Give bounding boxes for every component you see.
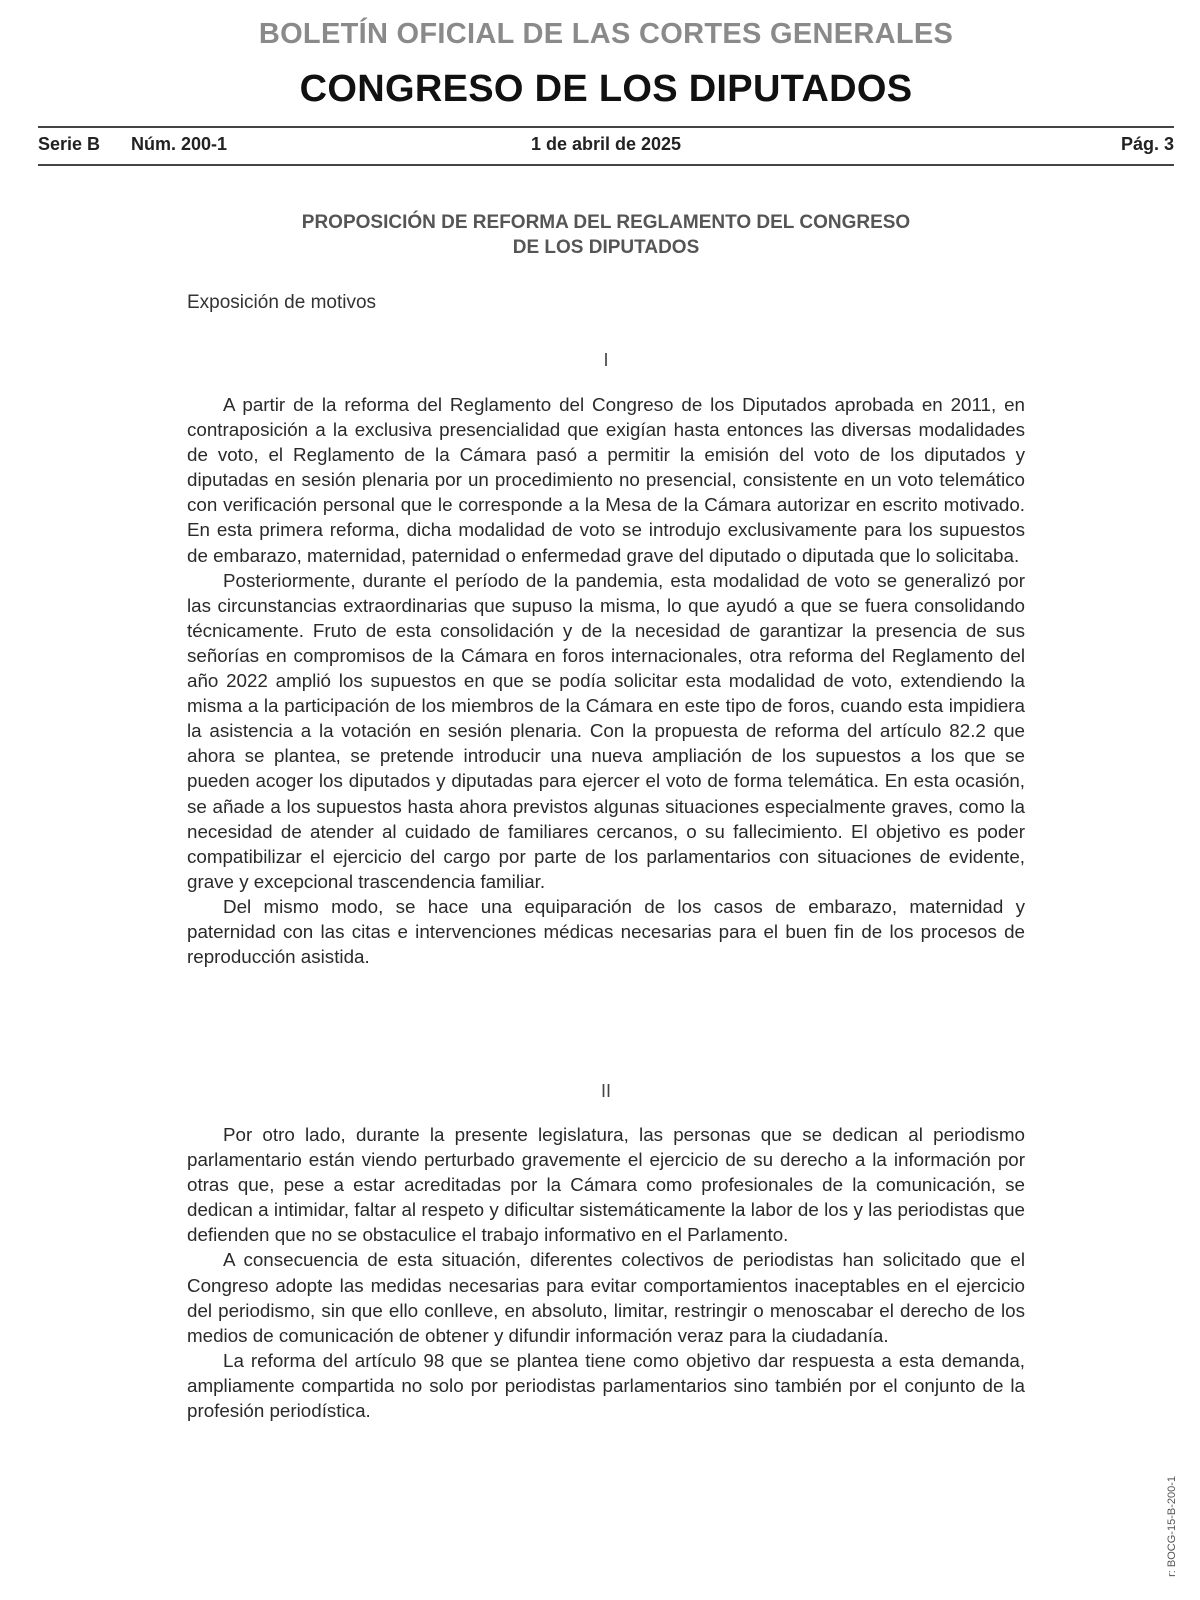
bulletin-title: BOLETÍN OFICIAL DE LAS CORTES GENERALES bbox=[258, 18, 954, 50]
series-label: Serie B bbox=[38, 134, 101, 154]
header-meta-bar bbox=[38, 134, 1174, 158]
header-rule-top bbox=[38, 126, 1174, 128]
section-number: I bbox=[603, 350, 609, 370]
paragraph: Por otro lado, durante la presente legislatura, las personas que se dedican al periodismo parlamentario están viendo perturbado gravemente el ejercicio de su derecho a la información por otras que, pese a estar acreditadas por la Cámara como profesionales de la comunicación, se dedican a intimidar, faltar al respeto y dificultar sistemáticamente la labor de los y las periodistas que defienden que no se obstaculice el trabajo informativo en el Parlamento. bbox=[187, 1124, 1025, 1246]
section-number: II bbox=[600, 1081, 611, 1101]
page-number: Pág. 3 bbox=[1120, 134, 1174, 154]
section-heading: Exposición de motivos bbox=[187, 292, 377, 313]
paragraph: A consecuencia de esta situación, diferentes colectivos de periodistas han solicitado que el Congreso adopte las medidas necesarias para evitar comportamientos inaceptables en el ejercicio del periodismo, sin que ello conlleve, en absoluto, limitar, restringir o menoscabar el derecho de los medios de comunicación de obtener y difundir información veraz para la ciudadanía. bbox=[187, 1249, 1025, 1346]
paragraph: Posteriormente, durante el período de la pandemia, esta modalidad de voto se generalizó por las circunstancias extraordinarias que supuso la misma, lo que ayudó a que se fuera consolidando técnicamente. Fruto de esta consolidación y de la necesidad de garantizar la presencia de sus señorías en compromisos de la Cámara en foros internacionales, otra reforma del Reglamento del año 2022 amplió los supuestos en que se podía solicitar esta modalidad de voto, extendiendo la misma a la participación de los miembros de la Cámara en este tipo de foros, cuando esta impidiera la asistencia a la votación en sesión plenaria. Con la propuesta de reforma del artículo 82.2 que ahora se plantea, se pretende introducir una nueva ampliación de los supuestos a los que se pueden acoger los diputados y diputadas para ejercer el voto de forma telemática. En esta ocasión, se añade a los supuestos hasta ahora previstos algunas situaciones especialmente graves, como la necesidad de atender al cuidado de familiares cercanos, o su fallecimiento. El objetivo es poder compatibilizar el ejercicio del cargo por parte de los parlamentarios con situaciones de evidente, grave y excepcional trascendencia familiar. bbox=[187, 569, 1025, 892]
document-title-line-2: DE LOS DIPUTADOS bbox=[512, 237, 700, 258]
chamber-title: CONGRESO DE LOS DIPUTADOS bbox=[299, 68, 913, 110]
paragraph: A partir de la reforma del Reglamento del Congreso de los Diputados aprobada en 2011, en contraposición a la exclusiva presencialidad que exigían hasta entonces las diversas modalidades de voto, el Reglamento de la Cámara pasó a permitir la emisión del voto de los diputados y diputadas en sesión plenaria por un procedimiento no presencial, consistente en un voto telemático con verificación personal que le corresponde a la Mesa de la Cámara autorizar en escrito motivado. En esta primera reforma, dicha modalidad de voto se introdujo exclusivamente para los supuestos de embarazo, maternidad, paternidad o enfermedad grave del diputado o diputada que lo solicitaba. bbox=[187, 394, 1025, 566]
document-title bbox=[0, 210, 1200, 260]
section-body bbox=[187, 1122, 1025, 1423]
publication-date: 1 de abril de 2025 bbox=[530, 134, 682, 154]
margin-verification-code: r: BOCG-15-B-200-1 bbox=[1166, 1476, 1178, 1577]
paragraph: La reforma del artículo 98 que se plantea tiene como objetivo dar respuesta a esta demanda, ampliamente compartida no solo por periodistas parlamentarios sino también por el conjunto de la profesión periodística. bbox=[187, 1349, 1025, 1422]
paragraph: Del mismo modo, se hace una equiparación de los casos de embarazo, maternidad y paternidad con las citas e intervenciones médicas necesarias para el buen fin de los procesos de reproducción asistida. bbox=[187, 895, 1025, 968]
section-body bbox=[187, 392, 1025, 969]
document-title-line-1: PROPOSICIÓN DE REFORMA DEL REGLAMENTO DEL CONGRESO bbox=[301, 212, 911, 233]
issue-number: Núm. 200-1 bbox=[131, 134, 228, 154]
header-rule-bottom bbox=[38, 164, 1174, 166]
